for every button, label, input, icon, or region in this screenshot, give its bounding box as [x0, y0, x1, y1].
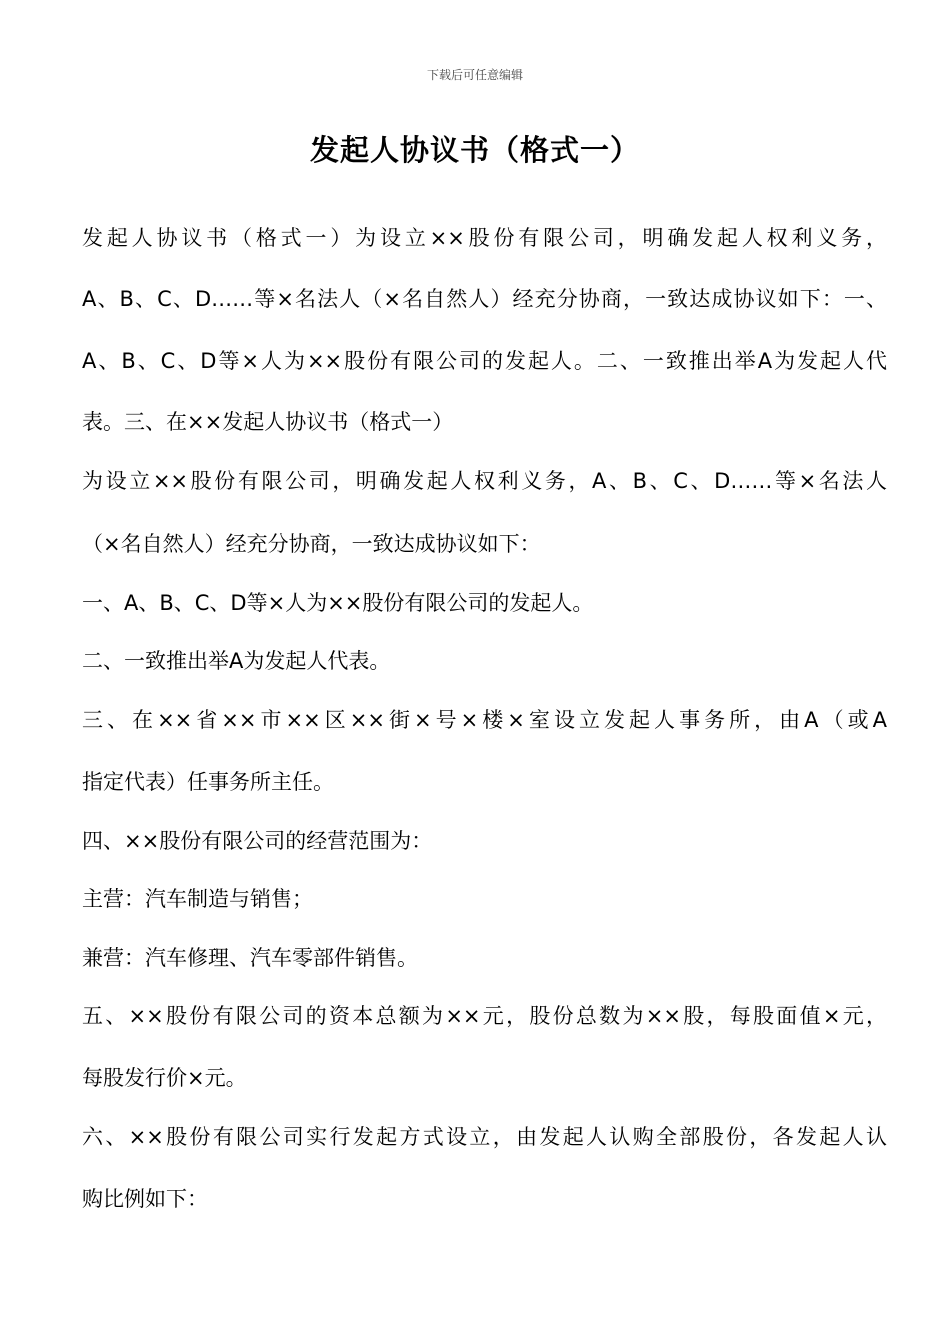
paragraph-line: 主营：汽车制造与销售； [82, 887, 313, 911]
paragraph-line: （×名自然人）经充分协商，一致达成协议如下： [82, 532, 541, 556]
paragraph-line: 表。三、在××发起人协议书（格式一） [82, 410, 454, 434]
paragraph-line: A、B、C、D等×人为××股份有限公司的发起人。二、一致推出举A为发起人代 [82, 349, 887, 373]
paragraph-line: 为设立××股份有限公司，明确发起人权利义务，A、B、C、D……等×名法人 [82, 469, 887, 493]
paragraph-line: 五、××股份有限公司的资本总额为××元，股份总数为××股，每股面值×元， [82, 1004, 887, 1028]
header-note: 下载后可任意编辑 [426, 68, 523, 82]
paragraph-line: A、B、C、D……等×名法人（×名自然人）经充分协商，一致达成协议如下：一、 [82, 287, 887, 311]
paragraph-line: 一、A、B、C、D等×人为××股份有限公司的发起人。 [82, 591, 594, 615]
document-title: 发起人协议书（格式一） [309, 133, 640, 167]
paragraph-line: 二、一致推出举A为发起人代表。 [82, 649, 391, 673]
paragraph-line: 发起人协议书（格式一）为设立××股份有限公司，明确发起人权利义务， [82, 226, 887, 250]
paragraph-line: 兼营：汽车修理、汽车零部件销售。 [82, 946, 418, 970]
paragraph-line: 指定代表）任事务所主任。 [82, 770, 334, 794]
paragraph-line: 三、在××省××市××区××街×号×楼×室设立发起人事务所，由A（或A [82, 708, 887, 732]
paragraph-line: 四、××股份有限公司的经营范围为： [82, 829, 433, 853]
paragraph-line: 购比例如下： [82, 1187, 208, 1211]
paragraph-line: 六、××股份有限公司实行发起方式设立，由发起人认购全部股份，各发起人认 [82, 1125, 887, 1149]
paragraph-line: 每股发行价×元。 [82, 1066, 247, 1090]
